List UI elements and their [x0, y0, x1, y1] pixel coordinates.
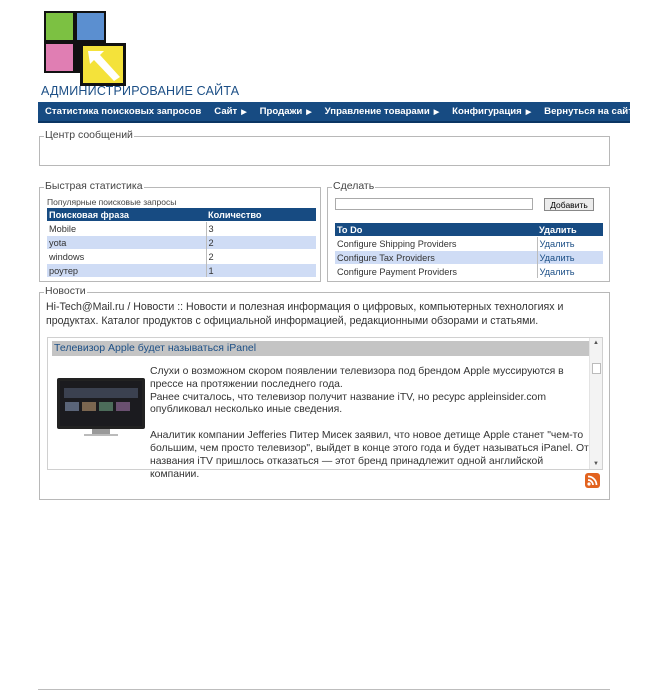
news-scrollbar[interactable] [589, 338, 602, 469]
site-title: АДМИНИСТРИРОВАНИЕ САЙТА [41, 84, 240, 98]
news-feed-frame [47, 337, 603, 480]
nav-item-site[interactable] [214, 106, 246, 117]
arrow-right-icon: ▶ [241, 109, 247, 116]
message-center-legend: Центр сообщений [45, 129, 133, 141]
footer-divider [38, 689, 610, 690]
delete-todo-link[interactable]: Удалить [537, 251, 603, 265]
delete-todo-link[interactable]: Удалить [537, 237, 603, 251]
table-row [47, 250, 316, 264]
nav-item-sales[interactable] [260, 106, 312, 117]
table-row [47, 264, 316, 278]
search-count: 1 [206, 264, 316, 278]
nav-item-products[interactable] [325, 106, 439, 117]
table-row [335, 265, 603, 279]
main-nav [38, 102, 633, 123]
tv-image [56, 378, 146, 438]
todo-table [335, 223, 603, 278]
column-header-todo: To Do [335, 223, 537, 237]
nav-item-label: Конфигурация [452, 106, 522, 117]
search-count: 2 [206, 250, 316, 264]
search-phrase: Mobile [47, 222, 206, 236]
search-phrase: windows [47, 250, 206, 264]
news-item-body [150, 366, 590, 494]
scroll-up-arrow[interactable]: ▲ [593, 340, 599, 346]
table-row [335, 251, 603, 265]
todo-text: Configure Payment Providers [335, 265, 537, 279]
nav-item-label: Управление товарами [324, 106, 430, 117]
scroll-thumb[interactable] [592, 363, 601, 374]
todo-input[interactable] [335, 198, 533, 210]
site-logo[interactable] [44, 11, 126, 86]
search-phrase: yota [47, 236, 206, 250]
rss-icon[interactable] [585, 473, 600, 488]
search-stats-table [47, 208, 316, 277]
search-phrase: роутер [47, 264, 206, 278]
nav-item-config[interactable] [452, 106, 531, 117]
add-todo-button[interactable]: Добавить [544, 198, 594, 211]
table-row [47, 236, 316, 250]
news-paragraph: Ранее считалось, что телевизор получит название iTV, но ресурс appleinsider.com опубликовал несколько иные сведения. [150, 391, 546, 416]
todo-panel [327, 180, 610, 282]
news-paragraph: Аналитик компании Jefferies Питер Мисек заявил, что новое детище Apple станет "чем-то большим, чем просто телевизор", выйдет в конце этого года и будет называться iPanel. От названия iTV пришлось отказаться — этот бренд принадлежит одной английской компании. [150, 430, 589, 480]
arrow-right-icon: ▶ [306, 109, 312, 116]
nav-item-label: Вернуться на сайт [544, 106, 633, 117]
news-intro-text: Hi-Tech@Mail.ru / Новости :: Новости и полезная информация о цифровых, компьютерных технологиях и продуктах. Каталог продуктов с официальной информацией, редакционными обзорами и статьями. [46, 301, 564, 327]
todo-text: Configure Shipping Providers [335, 237, 537, 251]
popular-searches-subtitle: Популярные поисковые запросы [47, 197, 177, 207]
nav-item-label: Продажи [259, 106, 303, 117]
search-count: 3 [206, 222, 316, 236]
table-row [335, 237, 603, 251]
table-row [47, 222, 316, 236]
column-header-count: Количество [206, 208, 316, 222]
scroll-down-arrow[interactable]: ▼ [593, 461, 599, 467]
arrow-right-icon: ▶ [525, 109, 532, 116]
todo-legend: Сделать [333, 180, 375, 192]
news-item-title[interactable]: Телевизор Apple будет называться iPanel [52, 341, 590, 356]
nav-item-label: Сайт [214, 106, 238, 117]
news-legend: Новости [45, 285, 86, 297]
search-count: 2 [206, 236, 316, 250]
column-header-phrase: Поисковая фраза [47, 208, 206, 222]
quick-stats-legend: Быстрая статистика [45, 180, 143, 192]
news-paragraph: Слухи о возможном скором появлении телевизора под брендом Apple муссируются в прессе на протяжении последнего года. [150, 366, 564, 390]
delete-todo-link[interactable]: Удалить [537, 265, 603, 279]
quick-stats-panel [39, 180, 321, 282]
todo-text: Configure Tax Providers [335, 251, 537, 265]
nav-item-label: Статистика поисковых запросов [45, 106, 202, 117]
nav-item-back-to-site[interactable] [544, 106, 633, 117]
column-header-delete: Удалить [537, 223, 603, 237]
nav-item-search-stats[interactable] [45, 106, 201, 117]
arrow-right-icon: ▶ [433, 109, 440, 116]
message-center-panel [39, 129, 610, 166]
